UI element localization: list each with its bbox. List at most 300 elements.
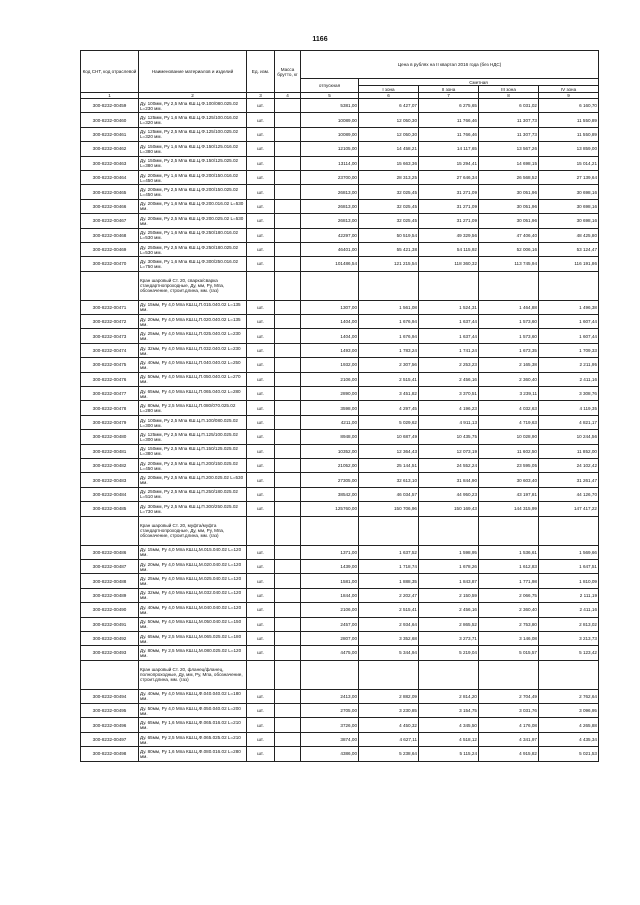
unit-cell: шт.	[247, 185, 275, 199]
table-row	[81, 214, 599, 228]
header-estimate: Сметная	[359, 79, 599, 86]
unit-cell: шт.	[247, 242, 275, 256]
zone-3-price: 4 915,82	[479, 747, 539, 761]
zone-4-price: 147 417,22	[539, 502, 599, 516]
header-mass: Масса брутто, кг	[275, 51, 301, 93]
zone-2-price: 1 741,24	[419, 343, 479, 357]
zone-2-price: 2 253,23	[419, 358, 479, 372]
release-price: 4475,00	[301, 646, 359, 660]
release-price: 1371,00	[301, 545, 359, 559]
zone-3-price: 26 568,52	[479, 170, 539, 184]
mass-cell	[275, 430, 301, 444]
zone-4-price: 2 411,16	[539, 603, 599, 617]
header-code: Код СНТ, код отраслевой	[81, 51, 139, 93]
zone-4-price: 1 810,09	[539, 574, 599, 588]
zone-3-price: 6 031,02	[479, 99, 539, 113]
table-row	[81, 142, 599, 156]
header-zone-3: III зона	[479, 86, 539, 93]
zone-4-price: 4 435,34	[539, 732, 599, 746]
release-price: 2807,00	[301, 631, 359, 645]
zone-3-price: 10 028,90	[479, 430, 539, 444]
table-row	[81, 732, 599, 746]
zone-4-price: 13 859,00	[539, 142, 599, 156]
material-code: 300-8232-00482	[81, 458, 139, 472]
material-name: Ду. 15мм, Ру 4,0 Мпа КШ.Ц.М.015.040.02 L=120 мм.	[139, 545, 247, 559]
table-row	[81, 170, 599, 184]
zone-4-price: 44 126,70	[539, 487, 599, 501]
zone-3-price: 11 307,73	[479, 127, 539, 141]
zone-2-price: 4 518,12	[419, 732, 479, 746]
material-name: Ду. 80мм, Ру 1,6 Мпа КШ.Ц.Ф.080.016.02 L=280 мм.	[139, 747, 247, 761]
zone-4-price: 30 698,16	[539, 214, 599, 228]
release-price: 10352,00	[301, 444, 359, 458]
zone-3-price: 2 360,40	[479, 372, 539, 386]
release-price: 27305,00	[301, 473, 359, 487]
material-name: Ду. 200мм, Ру 2,5 Мпа КШ.Ц.П.200.025.02 L=530 мм.	[139, 473, 247, 487]
zone-1-price: 5 344,94	[359, 646, 419, 660]
material-code: 300-8232-00490	[81, 603, 139, 617]
column-number: 5	[301, 93, 359, 99]
material-code: 300-8232-00483	[81, 473, 139, 487]
release-price: 4386,00	[301, 747, 359, 761]
empty-cell	[275, 271, 301, 300]
zone-2-price: 2 456,16	[419, 603, 479, 617]
zone-3-price: 30 051,96	[479, 214, 539, 228]
table-row	[81, 631, 599, 645]
table-row	[81, 718, 599, 732]
material-name: Ду. 200мм, Ру 2,5 Мпа КШ.Ц.Ф.200/150.025.02 L=450 мм.	[139, 185, 247, 199]
empty-cell	[479, 660, 539, 689]
material-code: 300-8232-00488	[81, 574, 139, 588]
unit-cell: шт.	[247, 401, 275, 415]
empty-cell	[81, 271, 139, 300]
release-price: 1581,00	[301, 574, 359, 588]
table-row	[81, 113, 599, 127]
zone-3-price: 2 165,38	[479, 358, 539, 372]
unit-cell: шт.	[247, 487, 275, 501]
unit-cell: шт.	[247, 603, 275, 617]
zone-3-price: 2 753,80	[479, 617, 539, 631]
empty-cell	[301, 660, 359, 689]
mass-cell	[275, 300, 301, 314]
column-number: 1	[81, 93, 139, 99]
header-zone-2: II зона	[419, 86, 479, 93]
zone-3-price: 4 176,08	[479, 718, 539, 732]
material-name: Ду. 200мм, Ру 2,5 Мпа КШ.Ц.Ф.200.025.02 L=530 мм.	[139, 214, 247, 228]
release-price: 21052,00	[301, 458, 359, 472]
material-name: Ду. 20мм, Ру 4,0 Мпа КШ.Ц.П.020.040.02 L=135 мм.	[139, 315, 247, 329]
zone-3-price: 2 066,75	[479, 588, 539, 602]
zone-3-price: 13 567,26	[479, 142, 539, 156]
table-row	[81, 646, 599, 660]
material-name: Ду. 65мм, Ру 2,5 Мпа КШ.Ц.Ф.065.025.02 L=210 мм.	[139, 732, 247, 746]
empty-cell	[81, 516, 139, 545]
mass-cell	[275, 415, 301, 429]
zone-4-price: 3 096,95	[539, 704, 599, 718]
table-row	[81, 415, 599, 429]
table-row	[81, 315, 599, 329]
zone-2-price: 3 370,51	[419, 387, 479, 401]
release-price: 1404,00	[301, 315, 359, 329]
section-title: Кран шаровый Ст. 20, сварка/сварка стандартнопроходные, Ду, мм, Ру, Мпа, обозначение, строит.длина, мм. (газ)	[139, 271, 247, 300]
section-header-row	[81, 660, 599, 689]
material-name: Ду. 65мм, Ру 2,5 Мпа КШ.Ц.М.065.025.02 L=180 мм.	[139, 631, 247, 645]
table-row	[81, 387, 599, 401]
zone-2-price: 3 154,75	[419, 704, 479, 718]
mass-cell	[275, 387, 301, 401]
zone-1-price: 2 515,41	[359, 372, 419, 386]
release-price: 125760,00	[301, 502, 359, 516]
mass-cell	[275, 372, 301, 386]
zone-2-price: 11 766,46	[419, 127, 479, 141]
table-row	[81, 574, 599, 588]
header-zone-1: I зона	[359, 86, 419, 93]
zone-2-price: 31 271,09	[419, 199, 479, 213]
material-name: Ду. 200мм, Ру 2,5 Мпа КШ.Ц.П.200/150.025.02 L=450 мм.	[139, 458, 247, 472]
empty-cell	[359, 516, 419, 545]
header-zone-4: IV зона	[539, 86, 599, 93]
release-price: 23700,00	[301, 170, 359, 184]
zone-2-price: 1 843,87	[419, 574, 479, 588]
section-title: Кран шаровый Ст. 20, фланец/фланец, полнопроходные, Ду, мм, Ру, Мпа, обозначение, строит.длина, мм. (газ)	[139, 660, 247, 689]
column-number: 6	[359, 93, 419, 99]
zone-1-price: 1 676,94	[359, 315, 419, 329]
zone-3-price: 30 603,40	[479, 473, 539, 487]
mass-cell	[275, 315, 301, 329]
unit-cell: шт.	[247, 415, 275, 429]
unit-cell: шт.	[247, 631, 275, 645]
zone-1-price: 1 888,35	[359, 574, 419, 588]
zone-1-price: 15 663,36	[359, 156, 419, 170]
release-price: 13114,00	[301, 156, 359, 170]
empty-cell	[301, 271, 359, 300]
column-number: 4	[275, 93, 301, 99]
zone-3-price: 3 031,76	[479, 704, 539, 718]
zone-4-price: 30 698,16	[539, 199, 599, 213]
zone-3-price: 14 698,15	[479, 156, 539, 170]
material-name: Ду. 250мм, Ру 2,5 Мпа КШ.Ц.П.250/180.025.02 L=510 мм.	[139, 487, 247, 501]
mass-cell	[275, 444, 301, 458]
price-table	[80, 50, 599, 762]
zone-1-price: 4 627,11	[359, 732, 419, 746]
zone-1-price: 10 687,49	[359, 430, 419, 444]
release-price: 1439,00	[301, 559, 359, 573]
material-code: 300-8232-00474	[81, 343, 139, 357]
zone-3-price: 23 595,05	[479, 458, 539, 472]
zone-1-price: 28 313,25	[359, 170, 419, 184]
unit-cell: шт.	[247, 170, 275, 184]
zone-1-price: 2 882,09	[359, 689, 419, 703]
zone-4-price: 1 607,44	[539, 329, 599, 343]
table-row	[81, 689, 599, 703]
zone-1-price: 5 238,64	[359, 747, 419, 761]
table-row	[81, 747, 599, 761]
empty-cell	[247, 516, 275, 545]
unit-cell: шт.	[247, 99, 275, 113]
material-code: 300-8232-00476	[81, 372, 139, 386]
release-price: 10089,00	[301, 127, 359, 141]
material-code: 300-8232-00470	[81, 257, 139, 271]
release-price: 46401,00	[301, 242, 359, 256]
material-code: 300-8232-00491	[81, 617, 139, 631]
zone-3-price: 30 051,96	[479, 185, 539, 199]
mass-cell	[275, 617, 301, 631]
material-code: 300-8232-00463	[81, 156, 139, 170]
empty-cell	[479, 271, 539, 300]
table-row	[81, 127, 599, 141]
material-name: Ду. 200мм, Ру 1,6 Мпа КШ.Ц.Ф.200/150.016.02 L=450 мм.	[139, 170, 247, 184]
zone-1-price: 25 144,51	[359, 458, 419, 472]
release-price: 26813,00	[301, 199, 359, 213]
zone-4-price: 2 211,95	[539, 358, 599, 372]
zone-2-price: 2 456,16	[419, 372, 479, 386]
zone-4-price: 1 607,44	[539, 315, 599, 329]
empty-cell	[81, 660, 139, 689]
section-header-row	[81, 271, 599, 300]
header-price-group: Цена в рублях на II квартал 2016 года (без НДС)	[301, 51, 599, 79]
zone-1-price: 2 307,56	[359, 358, 419, 372]
material-code: 300-8232-00479	[81, 415, 139, 429]
material-name: Ду. 200мм, Ру 1,6 Мпа КШ.Ц.Ф.200.016.02 L=530 мм.	[139, 199, 247, 213]
header-name: Наименование материалов и изделий	[139, 51, 247, 93]
release-price: 2890,00	[301, 387, 359, 401]
zone-1-price: 55 421,38	[359, 242, 419, 256]
release-price: 3598,00	[301, 401, 359, 415]
zone-2-price: 31 844,90	[419, 473, 479, 487]
material-code: 300-8232-00489	[81, 588, 139, 602]
release-price: 2106,00	[301, 372, 359, 386]
material-code: 300-8232-00473	[81, 329, 139, 343]
zone-3-price: 1 573,60	[479, 329, 539, 343]
zone-1-price: 12 364,43	[359, 444, 419, 458]
column-number: 2	[139, 93, 247, 99]
unit-cell: шт.	[247, 300, 275, 314]
zone-2-price: 24 552,24	[419, 458, 479, 472]
unit-cell: шт.	[247, 747, 275, 761]
material-code: 300-8232-00486	[81, 545, 139, 559]
mass-cell	[275, 732, 301, 746]
release-price: 1307,00	[301, 300, 359, 314]
unit-cell: шт.	[247, 732, 275, 746]
material-name: Ду. 150мм, Ру 2,5 Мпа КШ.Ц.Ф.150/125.025.02 L=380 мм.	[139, 156, 247, 170]
mass-cell	[275, 502, 301, 516]
table-row	[81, 617, 599, 631]
mass-cell	[275, 473, 301, 487]
material-name: Ду. 300мм, Ру 2,5 Мпа КШ.Ц.П.300/250.025.02 L=730 мм.	[139, 502, 247, 516]
unit-cell: шт.	[247, 329, 275, 343]
material-name: Ду. 150мм, Ру 1,6 Мпа КШ.Ц.Ф.150/125.016.02 L=380 мм.	[139, 142, 247, 156]
table-row	[81, 444, 599, 458]
material-name: Ду. 300мм, Ру 1,6 Мпа КШ.Ц.Ф.300/250.016.02 L=750 мм.	[139, 257, 247, 271]
material-name: Ду. 65мм, Ру 1,6 Мпа КШ.Ц.Ф.065.016.02 L=210 мм.	[139, 718, 247, 732]
material-name: Ду. 80мм, Ру 2,5 Мпа КШ.Ц.М.080.025.02 L=120 мм.	[139, 646, 247, 660]
zone-3-price: 1 573,60	[479, 315, 539, 329]
zone-1-price: 3 451,82	[359, 387, 419, 401]
release-price: 42297,00	[301, 228, 359, 242]
zone-3-price: 2 360,40	[479, 603, 539, 617]
zone-3-price: 4 341,97	[479, 732, 539, 746]
unit-cell: шт.	[247, 588, 275, 602]
zone-3-price: 47 406,40	[479, 228, 539, 242]
mass-cell	[275, 214, 301, 228]
zone-4-price: 11 550,89	[539, 127, 599, 141]
zone-1-price: 1 676,94	[359, 329, 419, 343]
release-price: 8948,00	[301, 430, 359, 444]
release-price: 38542,00	[301, 487, 359, 501]
zone-4-price: 5 123,42	[539, 646, 599, 660]
material-code: 300-8232-00493	[81, 646, 139, 660]
zone-3-price: 11 602,50	[479, 444, 539, 458]
release-price: 10089,00	[301, 113, 359, 127]
column-number: 9	[539, 93, 599, 99]
mass-cell	[275, 401, 301, 415]
release-price: 4211,00	[301, 415, 359, 429]
zone-2-price: 4 911,13	[419, 415, 479, 429]
material-name: Ду. 250мм, Ру 1,6 Мпа КШ.Ц.Ф.250/180.016.02 L=530 мм.	[139, 228, 247, 242]
zone-4-price: 24 102,42	[539, 458, 599, 472]
material-name: Ду. 50мм, Ру 4,0 Мпа КШ.Ц.М.050.040.02 L=150 мм.	[139, 617, 247, 631]
material-code: 300-8232-00485	[81, 502, 139, 516]
release-price: 2106,00	[301, 603, 359, 617]
mass-cell	[275, 228, 301, 242]
unit-cell: шт.	[247, 315, 275, 329]
mass-cell	[275, 329, 301, 343]
material-name: Ду. 32мм, Ру 4,0 Мпа КШ.Ц.М.032.040.02 L=120 мм.	[139, 588, 247, 602]
empty-cell	[359, 271, 419, 300]
release-price: 3874,00	[301, 732, 359, 746]
table-row	[81, 329, 599, 343]
zone-3-price: 11 307,73	[479, 113, 539, 127]
table-row	[81, 185, 599, 199]
release-price: 12105,00	[301, 142, 359, 156]
zone-2-price: 2 150,59	[419, 588, 479, 602]
release-price: 26813,00	[301, 185, 359, 199]
header-unit: Ед. изм.	[247, 51, 275, 93]
material-name: Ду. 125мм, Ру 1,6 Мпа КШ.Ц.Ф.125/100.016.02 L=320 мм.	[139, 113, 247, 127]
unit-cell: шт.	[247, 257, 275, 271]
zone-1-price: 3 352,68	[359, 631, 419, 645]
zone-4-price: 1 709,33	[539, 343, 599, 357]
material-name: Ду. 25мм, Ру 4,0 Мпа КШ.Ц.П.025.040.02 L=230 мм.	[139, 329, 247, 343]
unit-cell: шт.	[247, 502, 275, 516]
mass-cell	[275, 646, 301, 660]
mass-cell	[275, 603, 301, 617]
mass-cell	[275, 99, 301, 113]
unit-cell: шт.	[247, 704, 275, 718]
release-price: 3726,00	[301, 718, 359, 732]
zone-1-price: 32 025,45	[359, 185, 419, 199]
table-row	[81, 300, 599, 314]
unit-cell: шт.	[247, 646, 275, 660]
zone-4-price: 53 124,47	[539, 242, 599, 256]
table-row	[81, 545, 599, 559]
table-row	[81, 430, 599, 444]
zone-4-price: 4 119,35	[539, 401, 599, 415]
material-name: Ду. 65мм, Ру 4,0 Мпа КШ.Ц.П.065.040.02 L=280 мм.	[139, 387, 247, 401]
material-code: 300-8232-00492	[81, 631, 139, 645]
mass-cell	[275, 718, 301, 732]
zone-4-price: 11 852,00	[539, 444, 599, 458]
zone-2-price: 15 294,41	[419, 156, 479, 170]
zone-1-price: 2 934,64	[359, 617, 419, 631]
table-row	[81, 458, 599, 472]
empty-cell	[247, 271, 275, 300]
zone-3-price: 52 006,16	[479, 242, 539, 256]
table-row	[81, 372, 599, 386]
zone-1-price: 14 458,21	[359, 142, 419, 156]
zone-3-price: 4 719,63	[479, 415, 539, 429]
zone-2-price: 14 117,65	[419, 142, 479, 156]
material-name: Ду. 15мм, Ру 4,0 Мпа КШ.Ц.П.015.040.02 L=135 мм.	[139, 300, 247, 314]
mass-cell	[275, 545, 301, 559]
material-code: 300-8232-00467	[81, 214, 139, 228]
material-name: Ду. 100мм, Ру 2,5 Мпа КШ.Ц.Ф.100/080.025.02 L=230 мм.	[139, 99, 247, 113]
unit-cell: шт.	[247, 718, 275, 732]
material-code: 300-8232-00466	[81, 199, 139, 213]
mass-cell	[275, 113, 301, 127]
unit-cell: шт.	[247, 430, 275, 444]
material-code: 300-8232-00460	[81, 113, 139, 127]
mass-cell	[275, 257, 301, 271]
material-name: Ду. 50мм, Ру 4,0 Мпа КШ.Ц.Ф.050.040.02 L=200 мм.	[139, 704, 247, 718]
material-code: 300-8232-00465	[81, 185, 139, 199]
zone-2-price: 1 598,95	[419, 545, 479, 559]
unit-cell: шт.	[247, 343, 275, 357]
zone-4-price: 31 261,47	[539, 473, 599, 487]
page-number: 1166	[312, 36, 328, 43]
material-code: 300-8232-00484	[81, 487, 139, 501]
material-code: 300-8232-00462	[81, 142, 139, 156]
table-row	[81, 559, 599, 573]
zone-3-price: 1 536,61	[479, 545, 539, 559]
table-row	[81, 199, 599, 213]
zone-1-price: 5 029,62	[359, 415, 419, 429]
zone-1-price: 32 613,10	[359, 473, 419, 487]
material-code: 300-8232-00481	[81, 444, 139, 458]
release-price: 1493,00	[301, 343, 359, 357]
zone-4-price: 1 496,38	[539, 300, 599, 314]
unit-cell: шт.	[247, 574, 275, 588]
material-code: 300-8232-00478	[81, 401, 139, 415]
zone-4-price: 30 698,16	[539, 185, 599, 199]
release-price: 2413,00	[301, 689, 359, 703]
release-price: 2705,00	[301, 704, 359, 718]
material-name: Ду. 20мм, Ру 4,0 Мпа КШ.Ц.М.020.040.02 L=120 мм.	[139, 559, 247, 573]
mass-cell	[275, 156, 301, 170]
unit-cell: шт.	[247, 387, 275, 401]
zone-2-price: 11 766,46	[419, 113, 479, 127]
zone-2-price: 1 524,31	[419, 300, 479, 314]
material-name: Ду. 125мм, Ру 2,5 Мпа КШ.Ц.П.125/100.025.02 L=300 мм.	[139, 430, 247, 444]
material-code: 300-8232-00468	[81, 228, 139, 242]
mass-cell	[275, 185, 301, 199]
unit-cell: шт.	[247, 473, 275, 487]
table-body	[81, 99, 599, 762]
zone-1-price: 6 427,07	[359, 99, 419, 113]
zone-4-price: 15 014,21	[539, 156, 599, 170]
unit-cell: шт.	[247, 156, 275, 170]
empty-cell	[275, 660, 301, 689]
zone-1-price: 32 025,45	[359, 214, 419, 228]
zone-3-price: 1 771,98	[479, 574, 539, 588]
material-name: Ду. 40мм, Ру 4,0 Мпа КШ.Ц.М.040.040.02 L=120 мм.	[139, 603, 247, 617]
zone-4-price: 6 160,70	[539, 99, 599, 113]
mass-cell	[275, 631, 301, 645]
section-title: Кран шаровый Ст. 20, муфта/муфта стандартнопроходные, Ду, мм, Ру, Мпа, обозначение, строит.длина, мм. (газ)	[139, 516, 247, 545]
unit-cell: шт.	[247, 199, 275, 213]
unit-cell: шт.	[247, 358, 275, 372]
table-row	[81, 257, 599, 271]
